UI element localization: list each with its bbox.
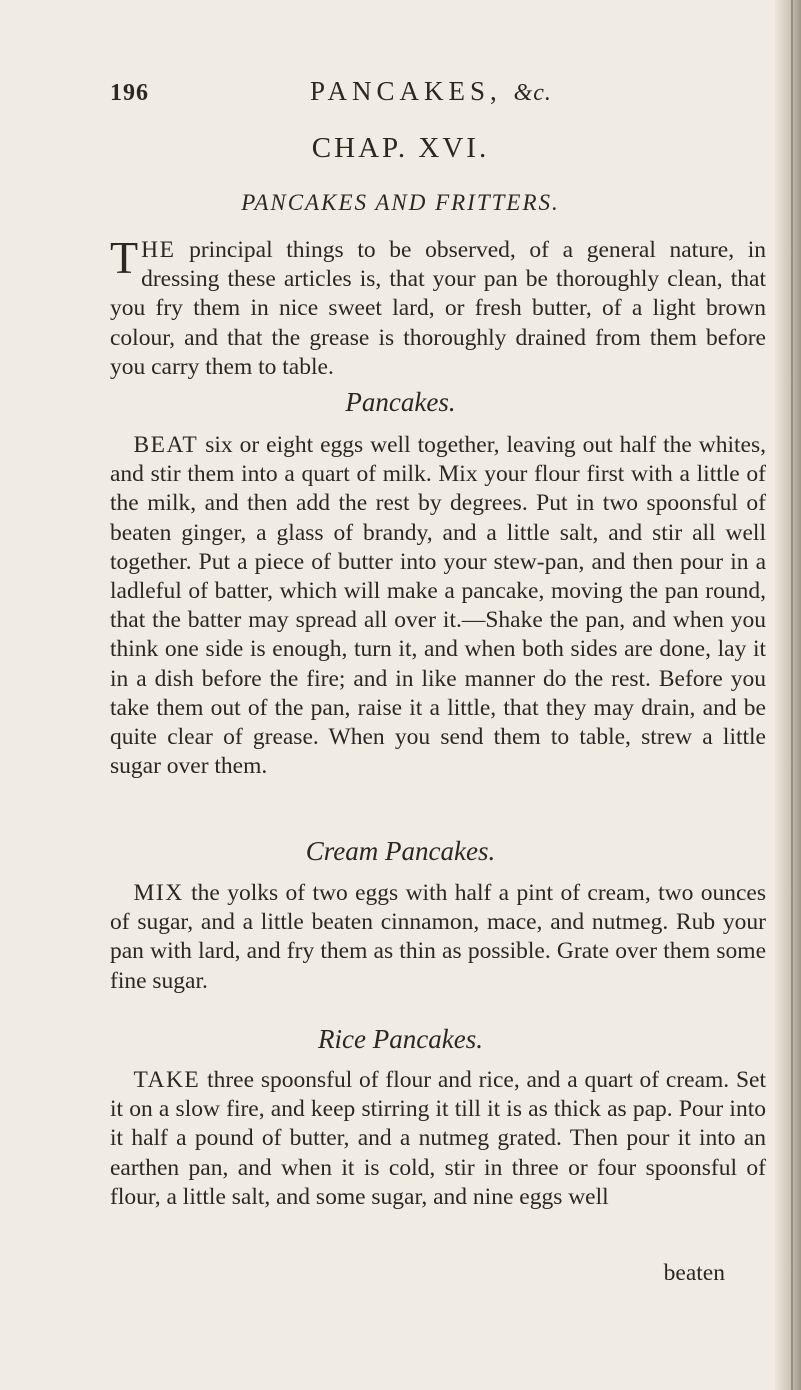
running-head-title: PANCAKES, [310,76,502,106]
recipe-body-cream-pancakes [110,879,766,996]
intro-paragraph [110,232,766,382]
section-title: PANCAKES AND FRITTERS. [241,190,560,215]
recipe-text: three spoonsful of flour and rice, and a quart of cream. Set it on a slow fire, and keep stirring it till it is as thick as pap. Pour into it half a pound of butter, and a nutmeg grated. Then pour it into an earthen pan, and when it is cold, stir in three or four spoonsful of flour, a little salt, and some sugar, and nine eggs well [110,1067,766,1210]
recipe-title-rice-pancakes: Rice Pancakes. [318,1024,483,1054]
running-head [310,76,552,107]
recipe-body-pancakes [110,431,766,781]
page-number: 196 [110,80,149,106]
chapter-heading: CHAP. XVI. [311,132,490,164]
recipe-title-cream-pancakes: Cream Pancakes. [305,836,496,866]
recipe-body-rice-pancakes [110,1066,766,1212]
drop-cap: T [110,232,139,283]
catchword: beaten [663,1260,725,1286]
running-head-suffix: &c. [513,80,552,106]
recipe-text: six or eight eggs well together, leaving out half the whites, and stir them into a quart of milk. Mix your flour first with a little of the milk, and then add the rest by degrees. Put in two spoonsful of beaten ginger, a glass of brandy, and a little salt, and stir all well together. Put a piece of butter into your stew-pan, and then pour in a ladleful of batter, which will make a pancake, moving the pan round, that the batter may spread all over it.—Shake the pan, and when you think one side is enough, turn it, and when both sides are done, lay it in a dish before the fire; and in like manner do the rest. Before you take them out of the pan, raise it a little, that they may drain, and be quite clear of grease. When you send them to table, strew a little sugar over them. [110,432,766,780]
intro-caps: HE [141,237,176,263]
recipe-text: the yolks of two eggs with half a pint of cream, two ounces of sugar, and a little beaten cinnamon, mace, and nutmeg. Rub your pan with lard, and fry them as thin as possible. Grate over them some fine sugar. [110,880,766,994]
recipe-title-pancakes: Pancakes. [345,387,456,417]
recipe-lead-word: TAKE [133,1067,201,1093]
recipe-lead-word: BEAT [133,432,199,458]
recipe-lead-word: MIX [133,880,184,906]
intro-text: principal things to be observed, of a general nature, in dressing these articles is, that your pan be thoroughly clean, that you fry them in nice sweet lard, or fresh butter, of a light brown colour, and that the grease is thoroughly drained from them before you carry them to table. [110,237,766,380]
page-header [110,76,770,116]
